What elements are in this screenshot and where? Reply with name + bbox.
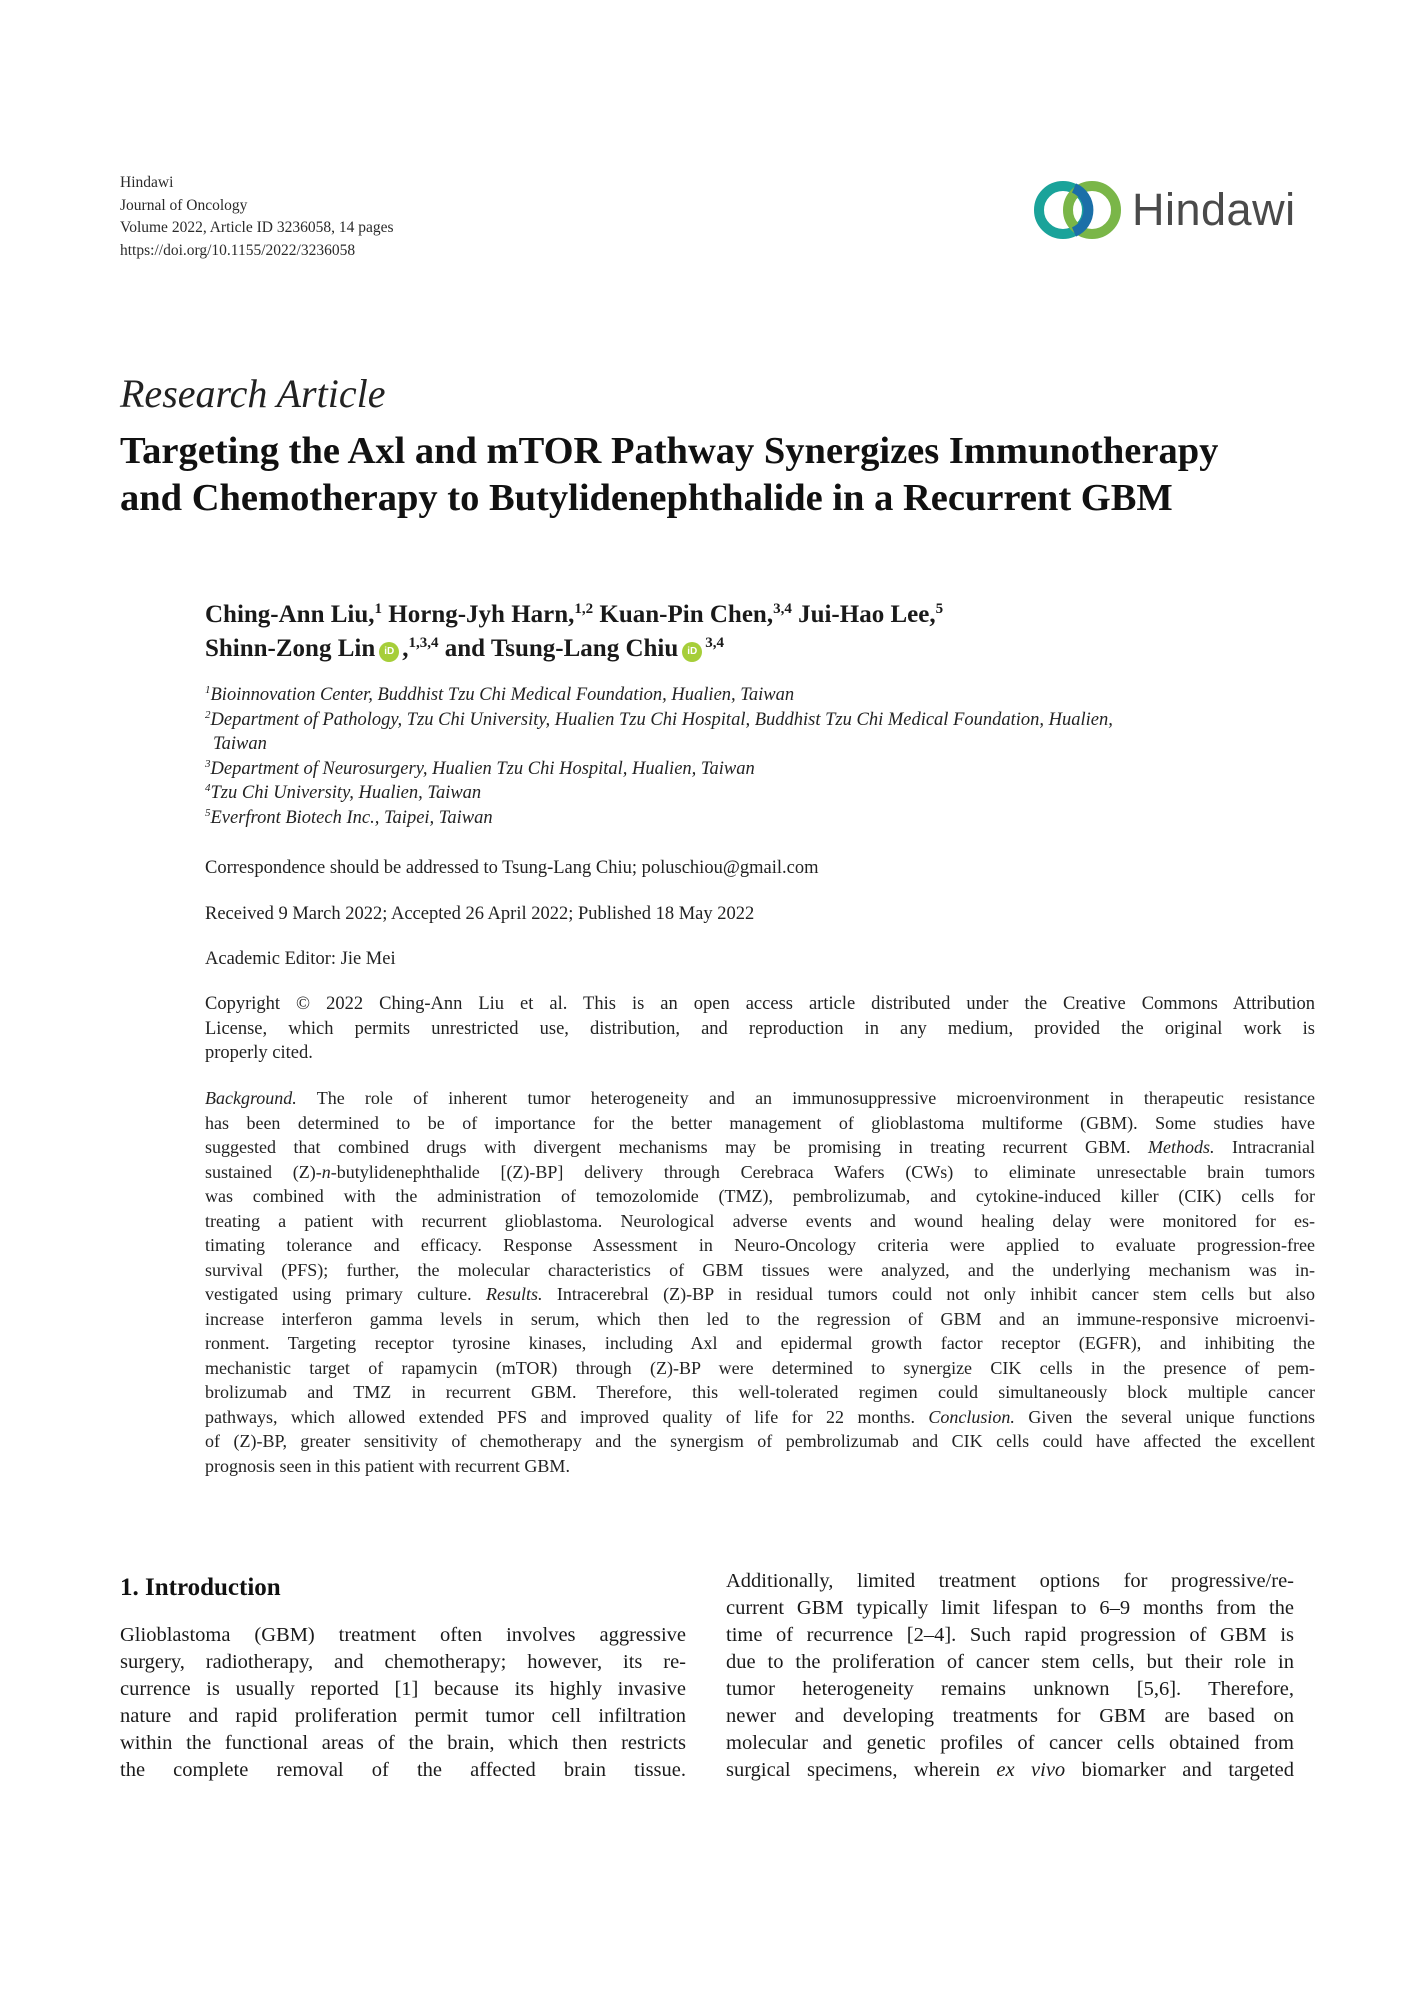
text-line: time of recurrence [2–4]. Such rapid progression of GBM is [726,1624,1294,1646]
affiliations [205,683,1315,830]
author-affil: 3,4 [773,601,792,617]
text-line: the complete removal of the affected brain tissue. [120,1759,686,1781]
abstract [205,1086,1315,1478]
journal-name: Journal of Oncology [120,196,248,214]
text-line: current GBM typically limit lifespan to 6–9 months from the [726,1597,1294,1619]
author-affil: 1,2 [574,601,594,617]
author-name[interactable]: Kuan-Pin Chen, [599,601,774,628]
section-heading-introduction: 1. Introduction [120,1574,281,1601]
hindawi-logo [1030,172,1305,248]
publication-dates: Received 9 March 2022; Accepted 26 April 2022; Published 18 May 2022 [205,904,755,924]
text-line: molecular and genetic profiles of cancer cells obtained from [726,1732,1294,1754]
text-line: ronment. Targeting receptor tyrosine kinases, including Axl and epidermal growth factor receptor (EGFR), and inhibiting the [205,1333,1315,1353]
author-name[interactable]: Shinn-Zong Lin [205,635,376,662]
text-line: increase interferon gamma levels in serum, which then led to the regression of GBM and an immune-responsive microenvi- [205,1308,1315,1329]
text-line: newer and developing treatments for GBM are based on [726,1705,1294,1727]
author-list [205,598,943,666]
affiliation: $^1$Bioinnovation Center, Buddhist Tzu Chi Medical Foundation, Hualien, Taiwan [205,684,795,705]
orcid-icon[interactable]: iD [682,642,702,662]
copyright-line: Copyright © 2022 Ching-Ann Liu et al. This is an open access article distributed under the Creative Commons Attribution [205,994,1315,1014]
text-line: pathways, which allowed extended PFS and improved quality of life for 22 months. Conclusion. Given the several unique functions [205,1406,1315,1427]
affiliation: $^5$Everfront Biotech Inc., Taipei, Taiwan [205,806,493,828]
body-column-left [120,1622,686,1784]
text-line: within the functional areas of the brain, which then restricts [120,1732,686,1754]
text-line: surgery, radiotherapy, and chemotherapy; however, its re- [120,1651,686,1673]
text-line: currence is usually reported [1] because its highly invasive [120,1678,686,1700]
text-line: treating a patient with recurrent glioblastoma. Neurological adverse events and wound healing delay were monitored for es- [205,1210,1315,1231]
academic-editor: Academic Editor: Jie Mei [205,949,396,969]
affiliation: $^3$Department of Neurosurgery, Hualien Tzu Chi Hospital, Hualien, Taiwan [205,757,755,779]
journal-meta [120,172,394,262]
hindawi-rings-icon [1030,172,1130,248]
text-line: was combined with the administration of temozolomide (TMZ), pembrolizumab, and cytokine-induced killer (CIK) cells for [205,1186,1315,1206]
author-line [205,632,943,666]
author-affil: 1,3,4 [408,635,439,651]
text-line: surgical specimens, wherein ex vivo biomarker and targeted [726,1759,1294,1781]
text-line: timating tolerance and efficacy. Response Assessment in Neuro-Oncology criteria were applied to evaluate progression-free [205,1235,1315,1255]
text-line: brolizumab and TMZ in recurrent GBM. Therefore, this well-tolerated regimen could simultaneously block multiple cancer [205,1382,1315,1402]
publisher-name: Hindawi [120,174,174,191]
copyright-line: License, which permits unrestricted use, distribution, and reproduction in any medium, provided the original work is [205,1018,1315,1039]
text-line: tumor heterogeneity remains unknown [5,6]. Therefore, [726,1678,1294,1700]
text-line: survival (PFS); further, the molecular characteristics of GBM tissues were analyzed, and the underlying mechanism was in- [205,1259,1315,1280]
body-column-right [726,1568,1294,1784]
text-line: sustained (Z)-n-butylidenephthalide [(Z)-BP] delivery through Cerebraca Wafers (CWs) to eliminate unresectable brain tumors [205,1161,1315,1182]
text-line: of (Z)-BP, greater sensitivity of chemotherapy and the synergism of pembrolizumab and CIK cells could have affected the excellent [205,1431,1315,1451]
author-affil: 1 [374,601,383,617]
text-line: due to the proliferation of cancer stem cells, but their role in [726,1651,1294,1673]
author-joiner: and [444,635,486,662]
text-line: prognosis seen in this patient with recurrent GBM. [205,1455,570,1476]
text-line: Background. The role of inherent tumor heterogeneity and an immunosuppressive microenvironment in therapeutic resistance [205,1088,1315,1108]
author-name[interactable]: Horng-Jyh Harn, [388,601,575,628]
article-type: Research Article [120,371,386,416]
author-line [205,598,943,632]
author-name[interactable]: Tsung-Lang Chiu [490,635,679,662]
title-line: and Chemotherapy to Butylidenephthalide in a Recurrent GBM [120,477,1173,519]
text-line: mechanistic target of rapamycin (mTOR) through (Z)-BP were determined to synergize CIK cells in the presence of pem- [205,1357,1315,1378]
volume-line: Volume 2022, Article ID 3236058, 14 pages [120,219,394,236]
author-comma: , [402,635,409,662]
affiliation: $^4$Tzu Chi University, Hualien, Taiwan [205,782,482,803]
author-affil: 3,4 [705,635,725,651]
text-line: Glioblastoma (GBM) treatment often involves aggressive [120,1624,686,1646]
doi-link[interactable]: https://doi.org/10.1155/2022/3236058 [120,241,356,259]
copyright-notice [205,992,1315,1066]
title-line: Targeting the Axl and mTOR Pathway Synergizes Immunotherapy [120,430,1219,472]
text-line: suggested that combined drugs with divergent mechanisms may be promising in treating recurrent GBM. Methods. Intracranial [205,1137,1315,1157]
copyright-line: properly cited. [205,1043,313,1063]
text-line: nature and rapid proliferation permit tumor cell infiltration [120,1705,686,1727]
correspondence: Correspondence should be addressed to Tsung-Lang Chiu; poluschiou@gmail.com [205,858,819,878]
logo-wordmark: Hindawi [1132,184,1296,235]
author-name[interactable]: Ching-Ann Liu, [205,601,375,628]
orcid-icon[interactable]: iD [379,642,399,662]
affiliation: $^2$Department of Pathology, Tzu Chi University, Hualien Tzu Chi Hospital, Buddhist Tzu Chi Medical Foundation, Hualien, Taiwan [205,708,1113,754]
author-name[interactable]: Jui-Hao Lee, [798,601,936,628]
text-line: vestigated using primary culture. Results. Intracerebral (Z)-BP in residual tumors could not only inhibit cancer stem cells but also [205,1284,1315,1304]
text-line: Additionally, limited treatment options for progressive/re- [726,1570,1294,1592]
author-affil: 5 [935,601,944,617]
article-title [120,428,1310,522]
text-line: has been determined to be of importance for the better management of glioblastoma multiforme (GBM). Some studies have [205,1112,1315,1133]
